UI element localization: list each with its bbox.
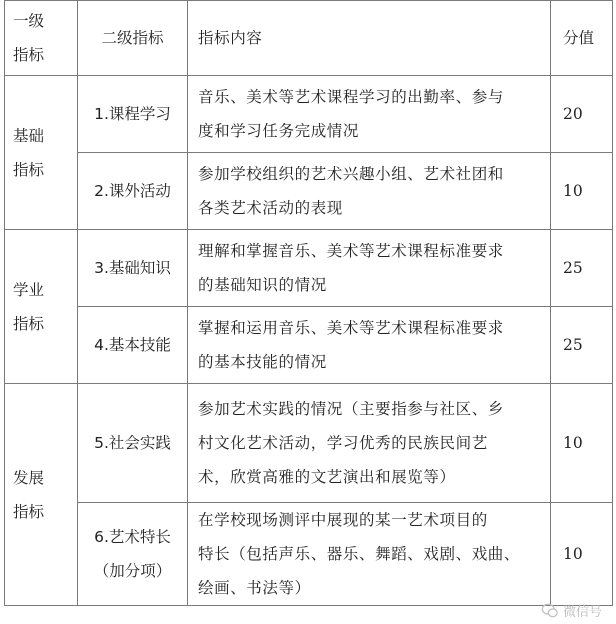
watermark [541,601,602,620]
header-content: 指标内容 [188,1,551,76]
score-cell: 25 [551,307,613,384]
score-cell: 10 [551,384,613,503]
group-basic: 基础 指标 [5,76,78,230]
indicator-content: 参加学校组织的艺术兴趣小组、艺术社团和 各类艺术活动的表现 [188,153,551,230]
sub-indicator: 4.基本技能 [78,307,188,384]
indicator-content: 参加艺术实践的情况（主要指参与社区、乡 村文化艺术活动，学习优秀的民族民间艺 术，欣赏高雅的文艺演出和展览等） [188,384,551,503]
indicator-content: 掌握和运用音乐、美术等艺术课程标准要求 的基本技能的情况 [188,307,551,384]
header-level2: 二级指标 [78,1,188,76]
score-cell: 20 [551,76,613,153]
indicator-content: 音乐、美术等艺术课程学习的出勤率、参与 度和学习任务完成情况 [188,76,551,153]
sub-indicator: 5.社会实践 [78,384,188,503]
group-academic: 学业 指标 [5,230,78,384]
watermark-text: 微信号 [562,605,602,620]
table-row [5,153,613,230]
indicator-content: 在学校现场测评中展现的某一艺术项目的 特长（包括声乐、器乐、舞蹈、戏剧、戏曲、 绘画、书法等） [188,503,551,606]
table-row [5,503,613,606]
indicator-content: 理解和掌握音乐、美术等艺术课程标准要求 的基础知识的情况 [188,230,551,307]
wechat-icon [541,602,559,620]
header-level1: 一级 指标 [5,1,78,76]
score-cell: 25 [551,230,613,307]
score-cell: 10 [551,153,613,230]
header-score: 分值 [551,1,613,76]
group-development: 发展 指标 [5,384,78,606]
table-row [5,76,613,153]
score-cell: 10 [551,503,613,606]
evaluation-table [4,0,613,606]
sub-indicator: 3.基础知识 [78,230,188,307]
sub-indicator: 1.课程学习 [78,76,188,153]
sub-indicator: 2.课外活动 [78,153,188,230]
table-row [5,307,613,384]
table-header-row [5,1,613,76]
sub-indicator: 6.艺术特长 （加分项） [78,503,188,606]
table-row [5,230,613,307]
table-row [5,384,613,503]
